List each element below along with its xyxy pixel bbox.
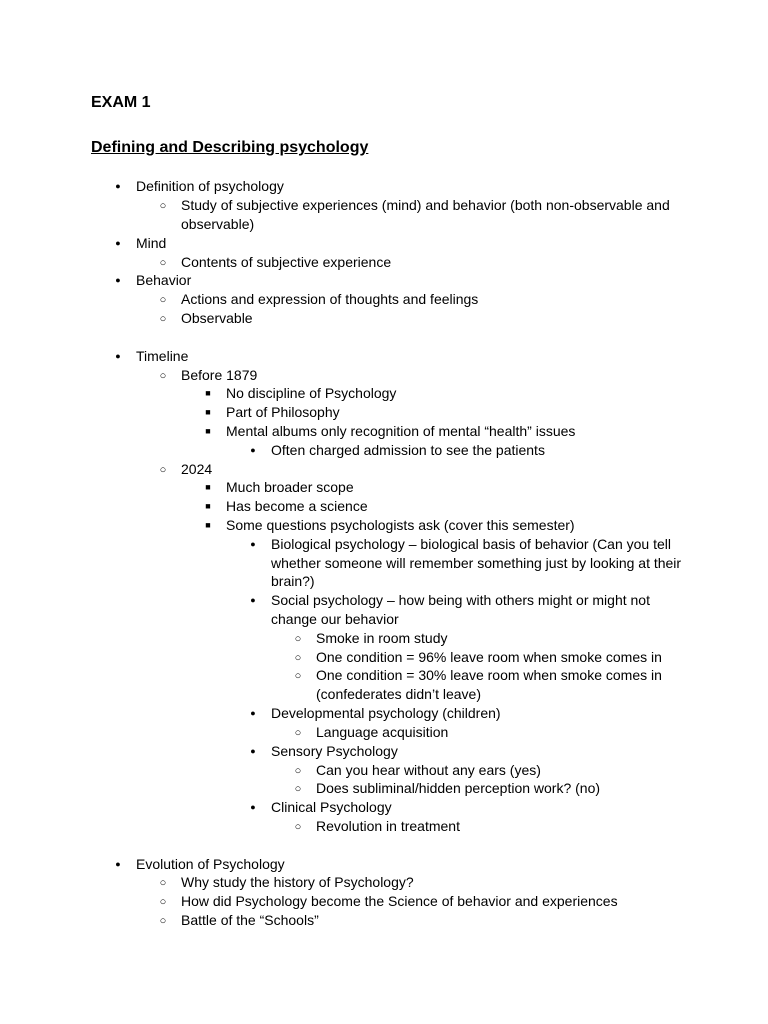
bullet-disc-icon xyxy=(243,704,263,725)
list-item: Mind xyxy=(136,235,167,251)
list-item: Study of subjective experiences (mind) and behavior (both non-observable and xyxy=(181,197,670,213)
list-item: Evolution of Psychology xyxy=(136,856,285,872)
list-item: Sensory Psychology xyxy=(271,743,398,759)
list-item: 2024 xyxy=(181,461,213,477)
list-item: Language acquisition xyxy=(316,724,449,740)
bullet-square-icon xyxy=(198,422,218,443)
list-item: Behavior xyxy=(136,272,192,288)
exam-title: EXAM 1 xyxy=(91,94,151,111)
list-item-continuation: (confederates didn’t leave) xyxy=(316,686,481,702)
bullet-circle-icon xyxy=(288,779,308,800)
list-item: Has become a science xyxy=(226,498,368,514)
list-item: Mental albums only recognition of mental “health” issues xyxy=(226,423,576,439)
list-item: Social psychology – how being with others might or might not xyxy=(271,592,650,608)
list-item-continuation: brain?) xyxy=(271,573,315,589)
list-item-continuation: whether someone will remember something just by looking at their xyxy=(271,555,682,571)
list-item: Battle of the “Schools” xyxy=(181,912,319,928)
list-item: Some questions psychologists ask (cover this semester) xyxy=(226,517,575,533)
bullet-disc-icon xyxy=(108,234,128,255)
bullet-circle-icon xyxy=(288,817,308,838)
bullet-disc-icon xyxy=(243,742,263,763)
list-item: Often charged admission to see the patients xyxy=(271,442,545,458)
bullet-circle-icon xyxy=(288,629,308,650)
bullet-circle-icon xyxy=(153,911,173,932)
list-item: Biological psychology – biological basis of behavior (Can you tell xyxy=(271,536,672,552)
list-item: Observable xyxy=(181,310,253,326)
bullet-square-icon xyxy=(198,497,218,518)
bullet-disc-icon xyxy=(108,347,128,368)
bullet-square-icon xyxy=(198,403,218,424)
bullet-disc-icon xyxy=(108,855,128,876)
bullet-square-icon xyxy=(198,478,218,499)
bullet-disc-icon xyxy=(108,177,128,198)
bullet-circle-icon xyxy=(288,723,308,744)
bullet-circle-icon xyxy=(153,309,173,330)
list-item: Developmental psychology (children) xyxy=(271,705,501,721)
list-item: Contents of subjective experience xyxy=(181,254,392,270)
bullet-disc-icon xyxy=(243,798,263,819)
list-item: Can you hear without any ears (yes) xyxy=(316,762,541,778)
section-title: Defining and Describing psychology xyxy=(91,139,369,156)
list-item: One condition = 30% leave room when smoke comes in xyxy=(316,667,662,683)
list-item: Much broader scope xyxy=(226,479,354,495)
bullet-disc-icon xyxy=(243,591,263,612)
list-item: Smoke in room study xyxy=(316,630,448,646)
bullet-disc-icon xyxy=(108,271,128,292)
bullet-circle-icon xyxy=(153,892,173,913)
bullet-square-icon xyxy=(198,516,218,537)
list-item: Definition of psychology xyxy=(136,178,284,194)
bullet-circle-icon xyxy=(153,290,173,311)
list-item: Before 1879 xyxy=(181,367,258,383)
list-item: How did Psychology become the Science of behavior and experiences xyxy=(181,893,618,909)
bullet-disc-icon xyxy=(243,441,263,462)
list-item: Does subliminal/hidden perception work? (no) xyxy=(316,780,601,796)
list-item: Clinical Psychology xyxy=(271,799,392,815)
list-item-continuation: change our behavior xyxy=(271,611,399,627)
list-item: No discipline of Psychology xyxy=(226,385,397,401)
bullet-circle-icon xyxy=(153,366,173,387)
list-item-continuation: observable) xyxy=(181,216,255,232)
bullet-square-icon xyxy=(198,384,218,405)
bullet-circle-icon xyxy=(153,873,173,894)
list-item: Why study the history of Psychology? xyxy=(181,874,414,890)
list-item: Timeline xyxy=(136,348,189,364)
bullet-circle-icon xyxy=(153,460,173,481)
list-item: One condition = 96% leave room when smoke comes in xyxy=(316,649,662,665)
list-item: Actions and expression of thoughts and feelings xyxy=(181,291,479,307)
bullet-circle-icon xyxy=(288,666,308,687)
list-item: Revolution in treatment xyxy=(316,818,460,834)
bullet-disc-icon xyxy=(243,535,263,556)
bullet-circle-icon xyxy=(153,196,173,217)
list-item: Part of Philosophy xyxy=(226,404,340,420)
